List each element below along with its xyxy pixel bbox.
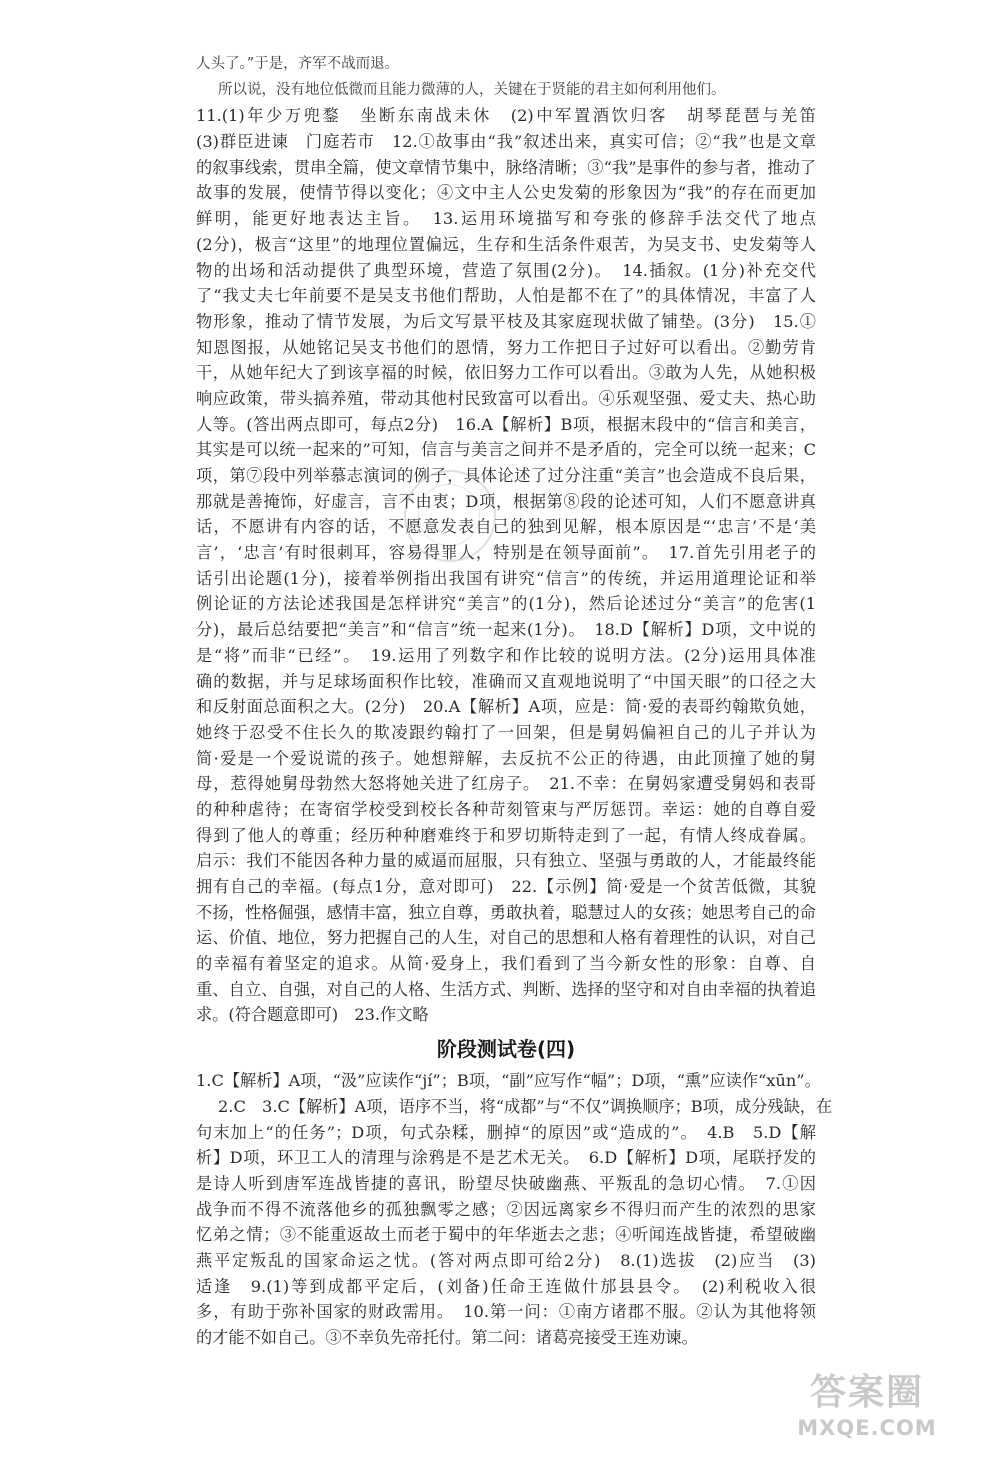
text-line: 拥有自己的幸福。(每点1分，意对即可) 22.【示例】简·爱是一个贫苦低微，其貌: [196, 877, 816, 896]
text-line: 了“我丈夫七年前要不是吴支书他们帮助，人怕是都不在了”的具体情况，丰富了人: [196, 286, 816, 306]
text-line: 多，有助于弥补国家的财政需用。 10.第一问：①南方诸郡不服。②认为其他将领: [196, 1302, 816, 1322]
text-line: 2.C 3.C【解析】A项，语序不当，将“成都”与“不仅”调换顺序；B项，成分残缺，在: [218, 1096, 833, 1116]
text-line: 适逢 9.(1)等到成都平定后，(刘备)任命王连做什邡县县令。 (2)利税收入很: [196, 1276, 816, 1296]
text-line: 故事的发展，使情节得以变化；④文中主人公史发菊的形象因为“我”的存在而更加: [196, 183, 816, 203]
text-line: 是“将”而非“已经”。 19.运用了列数字和作比较的说明方法。(2分)运用具体准: [196, 645, 816, 665]
text-line: (3)群臣进谏 门庭若市 12.①故事由“我”叙述出来，真实可信；②“我”也是文章: [196, 132, 816, 152]
text-line: 人等。(答出两点即可，每点2分) 16.A【解析】B项，根据末段中的“信言和美言，: [196, 414, 816, 434]
text-line: 话引出论题(1分)，接着举例指出我国有讲究“信言”的传统，并运用道理论证和举: [196, 568, 816, 588]
text-line: 11.(1)年少万兜鍪 坐断东南战未休 (2)中军置酒饮归客 胡琴琵琶与羌笛: [196, 106, 816, 126]
watermark-site: MXQE.COM: [797, 1416, 937, 1440]
text-line: 的种种虐待；在寄宿学校受到校长各种苛刻管束与严厉惩罚。幸运：她的自尊自爱: [196, 799, 816, 819]
watermark-logo: [772, 1371, 962, 1461]
text-line: 话，不愿讲有内容的话，不愿意发表自己的独到见解，根本原因是“‘忠言’不是‘美: [196, 517, 816, 537]
text-line: 启示：我们不能因各种力量的威逼而屈服，只有独立、坚强与勇敢的人，才能最终能: [196, 851, 816, 871]
text-line: 人头了。”于是，齐军不战而退。: [196, 56, 400, 72]
text-line: 运、价值、地位，努力把握自己的人生，对自己的思想和人格有着理性的认识，对自己: [196, 928, 816, 948]
text-line: (2分)，极言“这里”的地理位置偏远，生存和生活条件艰苦，为吴支书、史发菊等人: [196, 234, 816, 254]
text-line: 简·爱是一个爱说谎的孩子。她想辩解，去反抗不公正的待遇，由此顶撞了她的舅: [196, 748, 816, 768]
text-line: 求。(符合题意即可) 23.作文略: [196, 1005, 429, 1025]
answers-continued: [196, 52, 816, 1028]
text-line: 例论证的方法论述我国是怎样讲究“美言”的(1分)，然后论述过分“美言”的危害(1: [196, 594, 816, 614]
text-line: 言’，‘忠言’有时很刺耳，容易得罪人，特别是在领导面前”。 17.首先引用老子的: [196, 543, 816, 563]
text-line: 她终于忍受不住长久的欺凌跟约翰打了一回架，但是舅妈偏袒自己的儿子并认为: [196, 722, 816, 742]
text-line: 是诗人听到唐军连战皆捷的喜讯，盼望尽快破幽燕、平叛乱的急切心情。 7.①因: [196, 1173, 816, 1193]
section-title: 阶段测试卷(四): [436, 1037, 576, 1062]
text-line: 1.C【解析】A项，“汲”应读作“jí”；B项，“副”应写作“幅”；D项，“熏”应读作“xūn”。: [196, 1071, 821, 1091]
text-line: 的幸福有着坚定的追求。从简·爱身上，我们看到了当今新女性的形象：自尊、自: [196, 954, 816, 974]
text-line: 得到了他人的尊重；经历种种磨难终于和罗切斯特走到了一起，有情人终成眷属。: [196, 825, 816, 845]
text-line: 句末加上“的任务”；D项，句式杂糅，删掉“的原因”或“造成的”。 4.B 5.D【解: [196, 1122, 816, 1142]
text-line: 干，从她年纪大了到该享福的时候，依旧努力工作可以看出。③敢为人先，从她积极: [196, 363, 816, 383]
text-line: 项，第⑦段中列举慕志演词的例子，具体论述了过分注重“美言”也会造成不良后果，: [196, 466, 816, 485]
answers-test-four: [196, 1068, 833, 1351]
answer-page: [196, 52, 833, 1351]
text-line: 析】D项，环卫工人的清理与涂鸦是不是艺术无关。 6.D【解析】D项，尾联抒发的: [196, 1148, 816, 1168]
text-line: 其实是可以统一起来的”可知，信言与美言之间并不是矛盾的，完全可以统一起来；C: [196, 440, 816, 460]
text-line: 物的出场和活动提供了典型环境，营造了氛围(2分)。 14.插叙。(1分)补充交代: [196, 260, 816, 280]
text-line: 响应政策，带头搞养殖，带动其他村民致富可以看出。④乐观坚强、爱丈夫、热心助: [196, 388, 816, 408]
text-line: 确的数据，并与足球场面积作比较，准确而又直观地说明了“中国天眼”的口径之大: [196, 671, 816, 691]
text-line: 鲜明，能更好地表达主旨。 13.运用环境描写和夸张的修辞手法交代了地点: [196, 209, 816, 229]
text-line: 母，惹得她舅母勃然大怒将她关进了红房子。 21.不幸：在舅妈家遭受舅妈和表哥: [196, 774, 816, 794]
text-line: 的才能不如自己。③不幸负先帝托付。第二问：诸葛亮接受王连劝谏。: [196, 1328, 698, 1347]
text-line: 所以说，没有地位低微而且能力微薄的人，关键在于贤能的君主如何利用他们。: [218, 81, 726, 98]
text-line: 忆弟之情；③不能重返故土而老于蜀中的年华逝去之悲；④听闻连战皆捷，希望破幽: [196, 1225, 816, 1245]
watermark-glyphs: 答案圈: [809, 1372, 924, 1413]
text-line: 和反射面总面积之大。(2分) 20.A【解析】A项，应是：简·爱的表哥约翰欺负她，: [196, 697, 816, 717]
text-line: 物形象，推动了情节发展，为后文写景平枝及其家庭现状做了铺垫。(3分) 15.①: [196, 311, 816, 331]
text-line: 那就是善掩饰，好虚言，言不由衷；D项，根据第⑧段的论述可知，人们不愿意讲真: [196, 491, 816, 511]
text-line: 战争而不得不流落他乡的孤独飘零之感；②因远离家乡不得归而产生的浓烈的思家: [196, 1199, 816, 1219]
text-line: 不扬，性格倔强，感情丰富，独立自尊，勇敢执着，聪慧过人的女孩；她思考自己的命: [196, 902, 816, 922]
text-line: 分)，最后总结要把“美言”和“信言”统一起来(1分)。 18.D【解析】D项，文中说的: [196, 620, 816, 640]
text-line: 的叙事线索，贯串全篇，使文章情节集中，脉络清晰；③“我”是事件的参与者，推动了: [196, 157, 816, 177]
text-line: 燕平定叛乱的国家命运之忧。(答对两点即可给2分) 8.(1)选拔 (2)应当 (3): [196, 1250, 816, 1270]
text-line: 重、自立、自强，对自己的人格、生活方式、判断、选择的坚守和对自由幸福的执着追: [196, 979, 816, 999]
text-line: 知恩图报，从她铭记吴支书他们的恩情，努力工作把日子过好可以看出。②勤劳肯: [196, 337, 816, 357]
